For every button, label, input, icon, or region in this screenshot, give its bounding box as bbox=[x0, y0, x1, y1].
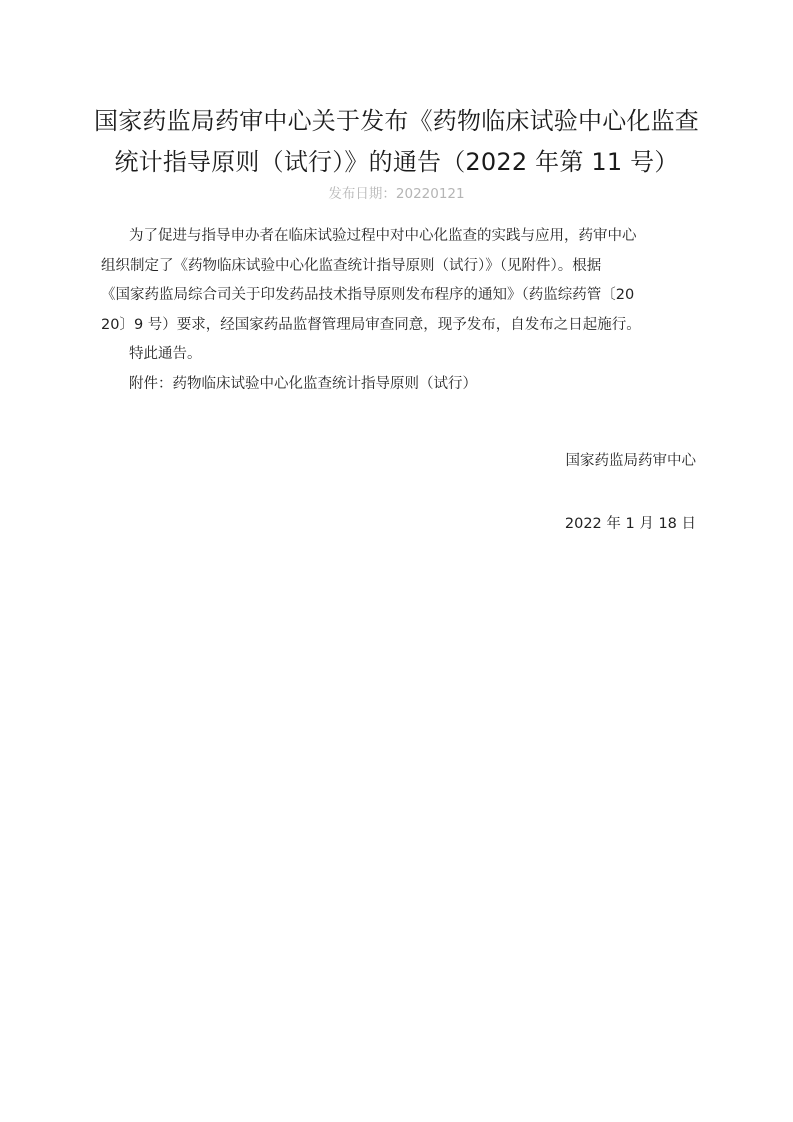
notice-body bbox=[101, 222, 693, 399]
title-line-2: 统计指导原则（试行）》的通告（2022 年第 11 号） bbox=[114, 148, 679, 176]
attachment-note: 附件：药物临床试验中心化监查统计指导原则（试行） bbox=[129, 375, 477, 392]
publish-date-value: 20220121 bbox=[395, 186, 465, 202]
publish-date bbox=[0, 182, 793, 202]
title-line-1: 国家药监局药审中心关于发布《药物临床试验中心化监查 bbox=[94, 107, 699, 135]
signature-organization: 国家药监局药审中心 bbox=[565, 453, 696, 469]
closing-statement: 特此通告。 bbox=[129, 346, 202, 362]
page-title bbox=[80, 101, 713, 183]
body-line-1: 为了促进与指导申办者在临床试验过程中对中心化监查的实践与应用，药审中心 bbox=[129, 228, 637, 244]
body-line-3: 《国家药监局综合司关于印发药品技术指导原则发布程序的通知》（药监综药管〔20 bbox=[101, 287, 635, 303]
signature-date: 2022 年 1 月 18 日 bbox=[564, 516, 696, 532]
body-line-2: 组织制定了《药物临床试验中心化监查统计指导原则（试行）》（见附件）。根据 bbox=[101, 257, 602, 274]
publish-date-label: 发布日期： bbox=[328, 186, 396, 202]
body-line-4: 20〕9 号）要求，经国家药品监督管理局审查同意，现予发布，自发布之日起施行。 bbox=[101, 316, 641, 333]
